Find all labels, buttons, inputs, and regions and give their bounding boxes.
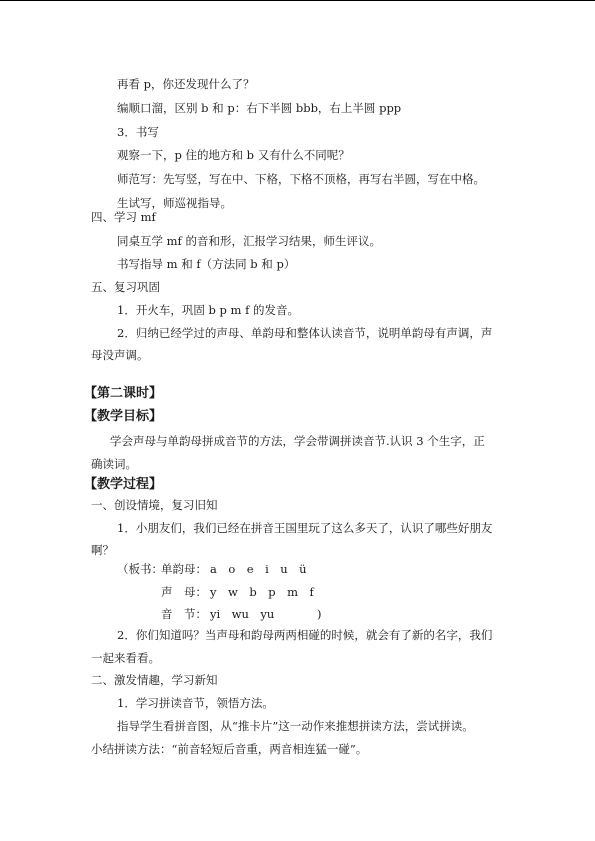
board-values: a o e i u ü xyxy=(210,562,307,576)
heading-teaching-goals: 【教学目标】 xyxy=(84,409,163,424)
text-line: 小结拼读方法：“前音轻短后音重，两音相连猛一碰”。 xyxy=(91,742,368,756)
board-label: 音 节： xyxy=(161,607,207,621)
section-heading: 一、创设情境，复习旧知 xyxy=(91,498,218,512)
text-line: 啊？ xyxy=(91,543,114,557)
text-line: 1．开火车，巩固 b p m f 的发音。 xyxy=(117,303,299,317)
board-open: （板书： xyxy=(117,562,163,576)
goals-text-line: 确读词。 xyxy=(91,457,137,471)
text-line: 同桌互学 mf 的音和形，汇报学习结果，师生评议。 xyxy=(117,234,381,248)
text-line: 书写指导 m 和 f（方法同 b 和 p） xyxy=(117,257,296,271)
board-values: y w b p m f xyxy=(210,585,314,599)
heading-lesson-two: 【第二课时】 xyxy=(84,386,163,401)
text-line: 一起来看看。 xyxy=(91,651,160,665)
section-heading: 五、复习巩固 xyxy=(91,280,160,294)
text-line: 2．你们知道吗？当声母和韵母两两相碰的时候，就会有了新的名字，我们 xyxy=(117,628,493,642)
text-line: 观察一下，p 住的地方和 b 又有什么不同呢？ xyxy=(117,148,350,162)
goals-text-line: 学会声母与单韵母拼成音节的方法，学会带调拼读音节.认识 3 个生字，正 xyxy=(110,434,485,448)
text-line: 1．学习拼读音节，领悟方法。 xyxy=(117,696,274,710)
heading-teaching-process: 【教学过程】 xyxy=(84,477,163,492)
text-line: 编顺口溜，区别 b 和 p：右下半圆 bbb，右上半圆 ppp xyxy=(117,101,402,115)
board-label: 单韵母： xyxy=(161,562,207,576)
board-label: 声 母： xyxy=(161,585,207,599)
page-top-rule xyxy=(0,0,595,1)
section-heading: 四、学习 mf xyxy=(91,210,156,224)
text-line: 1．小朋友们，我们已经在拼音王国里玩了这么多天了，认识了哪些好朋友 xyxy=(117,521,493,535)
section-heading: 二、激发情趣，学习新知 xyxy=(91,673,218,687)
text-line: 师范写：先写竖，写在中、下格，下格不顶格，再写右半圆，写在中格。 xyxy=(117,172,485,186)
text-line: 再看 p，你还发现什么了？ xyxy=(117,77,255,91)
text-line: 指导学生看拼音图，从“推卡片”这一动作来推想拼读方法，尝试拼读。 xyxy=(117,719,474,733)
text-line: 母没声调。 xyxy=(91,348,149,362)
text-line: 生试写，师巡视指导。 xyxy=(117,196,232,210)
text-line: 3．书写 xyxy=(117,125,159,139)
board-values: yi wu yu xyxy=(210,607,275,621)
board-close: ) xyxy=(317,607,322,621)
text-line: 2．归纳已经学过的声母、单韵母和整体认读音节，说明单韵母有声调，声 xyxy=(117,326,493,340)
